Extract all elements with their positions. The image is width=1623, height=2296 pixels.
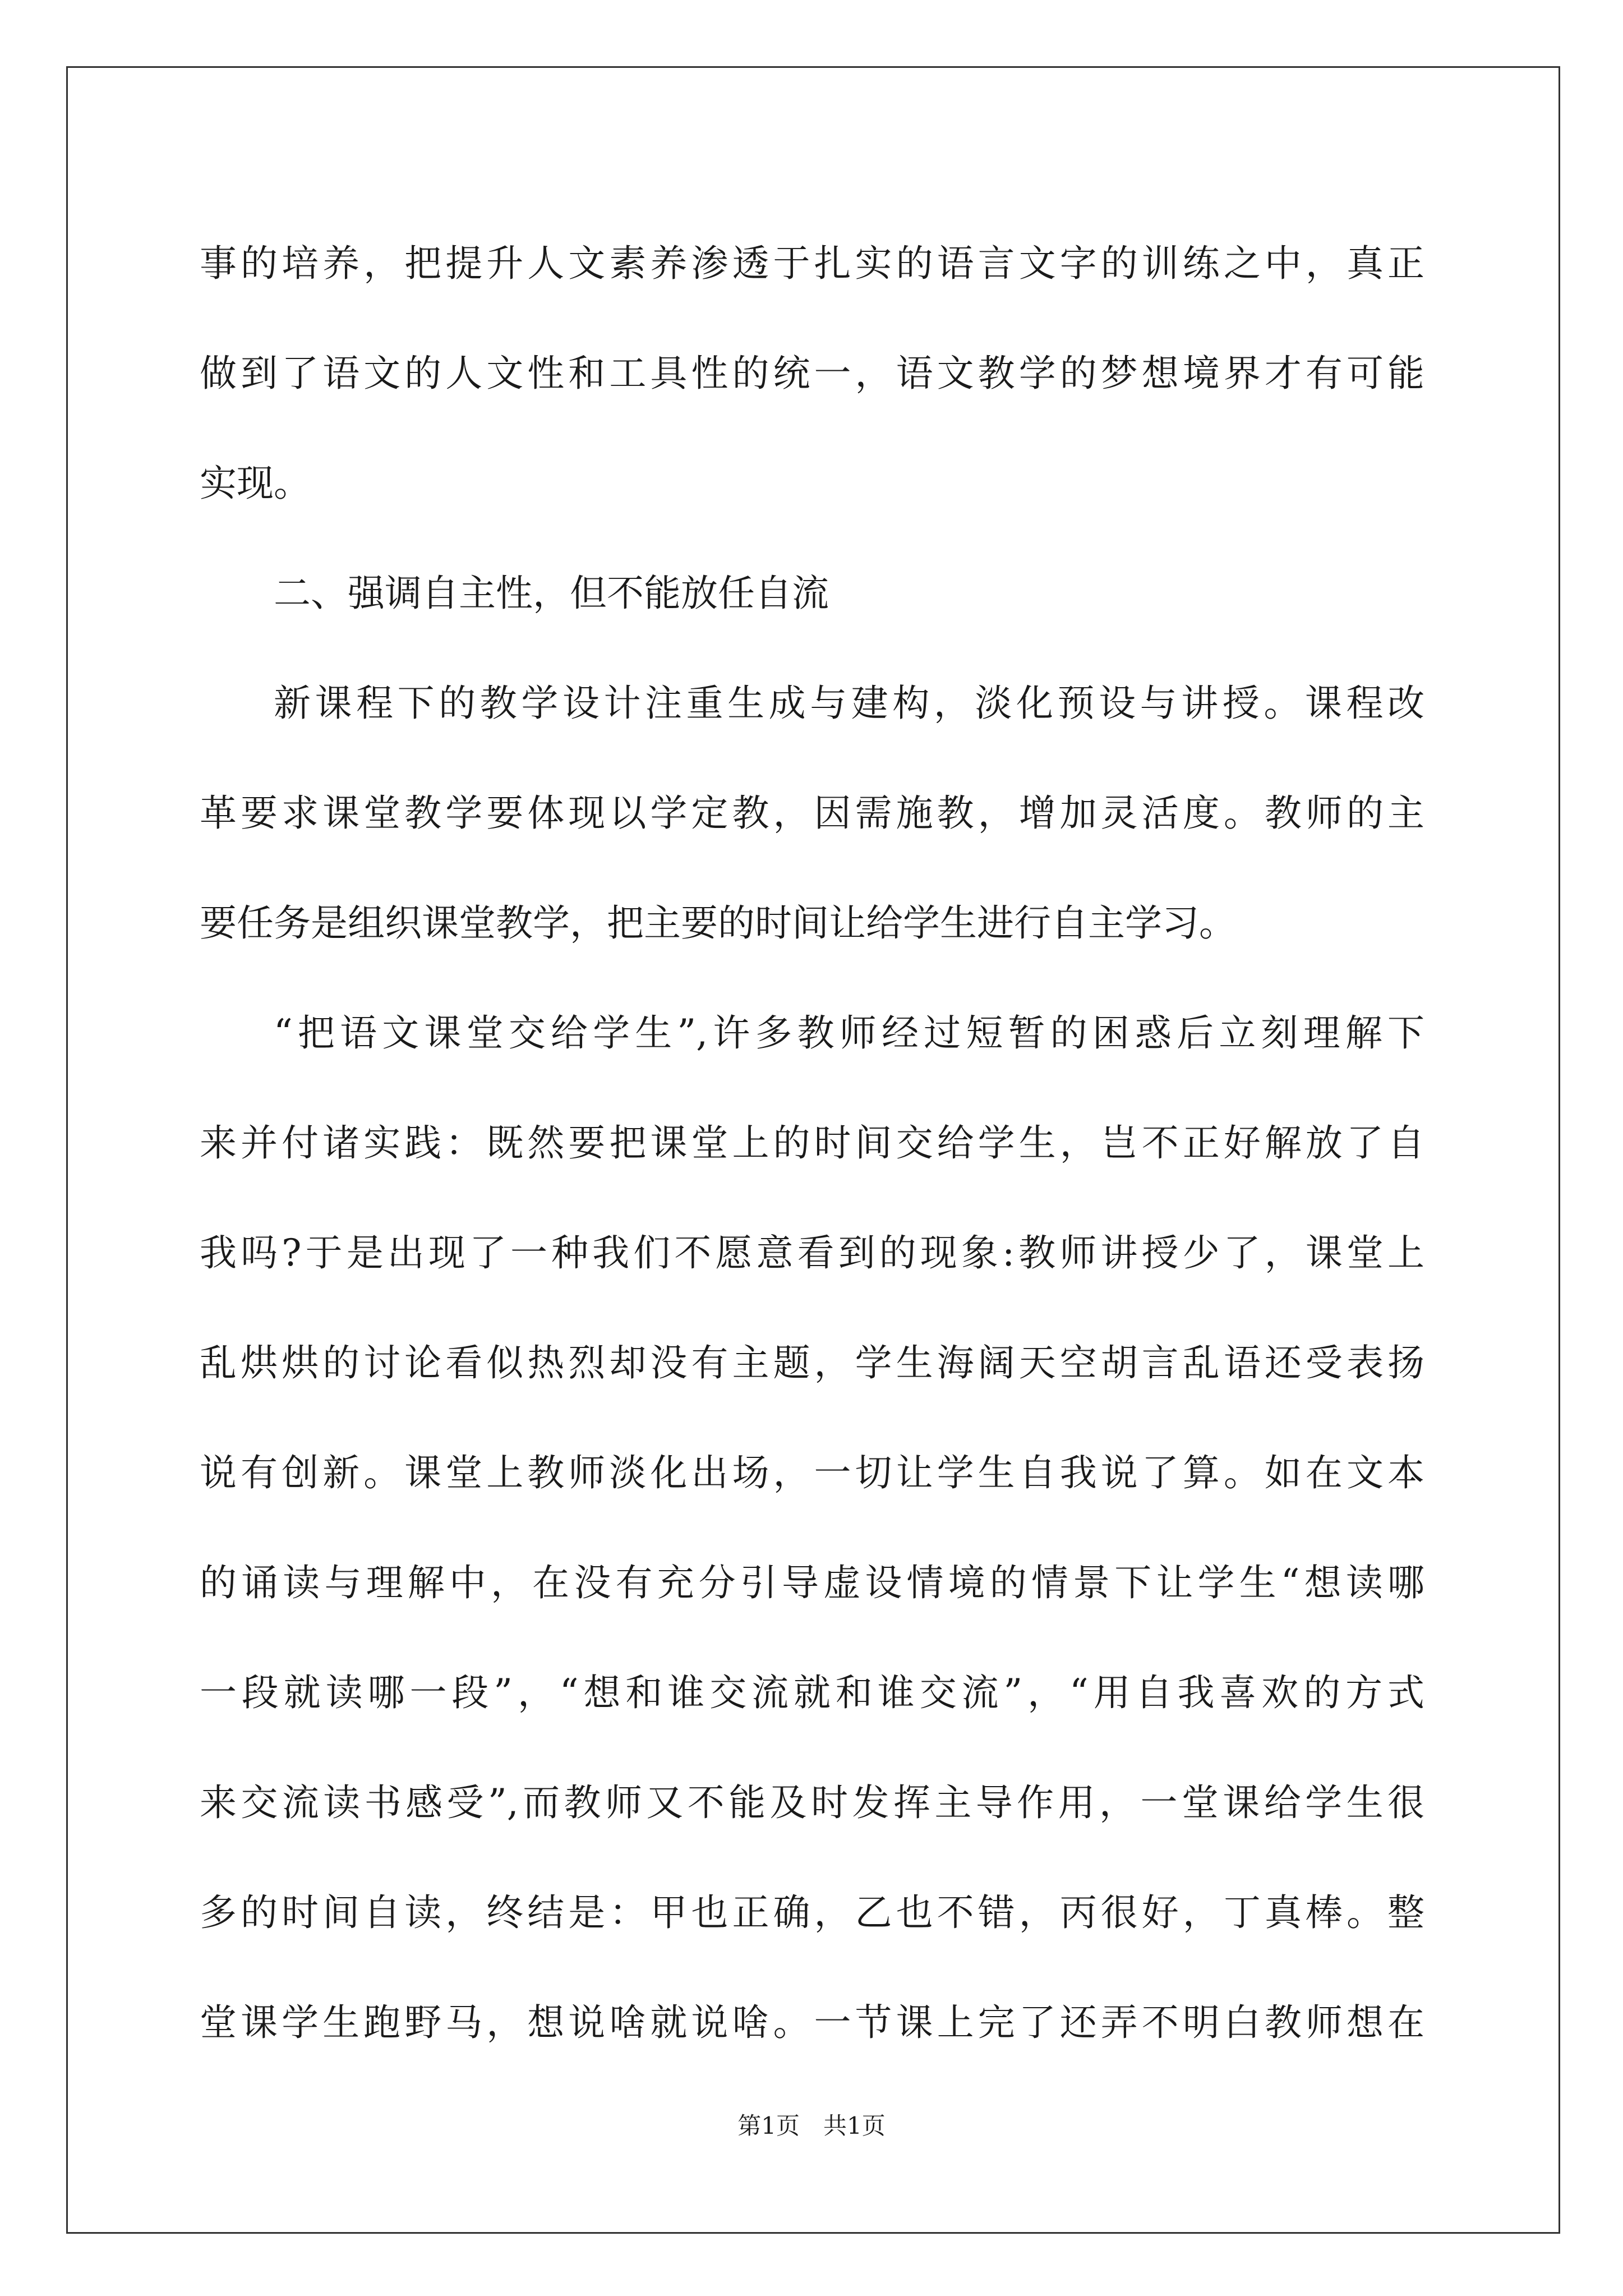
text-line: 要任务是组织课堂教学，把主要的时间让给学生进行自主学习。 bbox=[200, 901, 1236, 945]
text-line: 我吗?于是出现了一种我们不愿意看到的现象:教师讲授少了，课堂上 bbox=[200, 1231, 1424, 1274]
text-line: 堂课学生跑野马，想说啥就说啥。一节课上完了还弄不明白教师想在 bbox=[200, 2001, 1424, 2044]
document-body bbox=[200, 209, 1424, 2078]
text-line: 一段就读哪一段”，“想和谁交流就和谁交流”，“用自我喜欢的方式 bbox=[200, 1671, 1424, 1714]
text-line: 新课程下的教学设计注重生成与建构，淡化预设与讲授。课程改 bbox=[274, 682, 1424, 725]
text-line: 的诵读与理解中，在没有充分引导虚设情境的情景下让学生“想读哪 bbox=[200, 1561, 1424, 1604]
text-line: 实现。 bbox=[200, 462, 311, 505]
text-line: 革要求课堂教学要体现以学定教，因需施教，增加灵活度。教师的主 bbox=[200, 792, 1424, 835]
section-heading: 二、强调自主性，但不能放任自流 bbox=[274, 572, 829, 615]
text-line: 多的时间自读，终结是：甲也正确，乙也不错，丙很好，丁真棒。整 bbox=[200, 1891, 1424, 1934]
text-line: 事的培养，把提升人文素养渗透于扎实的语言文字的训练之中，真正 bbox=[200, 242, 1424, 285]
text-line: 来交流读书感受”,而教师又不能及时发挥主导作用，一堂课给学生很 bbox=[200, 1781, 1424, 1824]
text-line: 来并付诸实践：既然要把课堂上的时间交给学生，岂不正好解放了自 bbox=[200, 1121, 1424, 1165]
page-number: 第1页 共1页 bbox=[737, 2112, 886, 2139]
text-line: “把语文课堂交给学生”,许多教师经过短暂的困惑后立刻理解下 bbox=[274, 1011, 1424, 1055]
text-line: 乱烘烘的讨论看似热烈却没有主题，学生海阔天空胡言乱语还受表扬 bbox=[200, 1341, 1424, 1384]
text-line: 说有创新。课堂上教师淡化出场，一切让学生自我说了算。如在文本 bbox=[200, 1451, 1424, 1494]
text-line: 做到了语文的人文性和工具性的统一，语文教学的梦想境界才有可能 bbox=[200, 352, 1424, 395]
